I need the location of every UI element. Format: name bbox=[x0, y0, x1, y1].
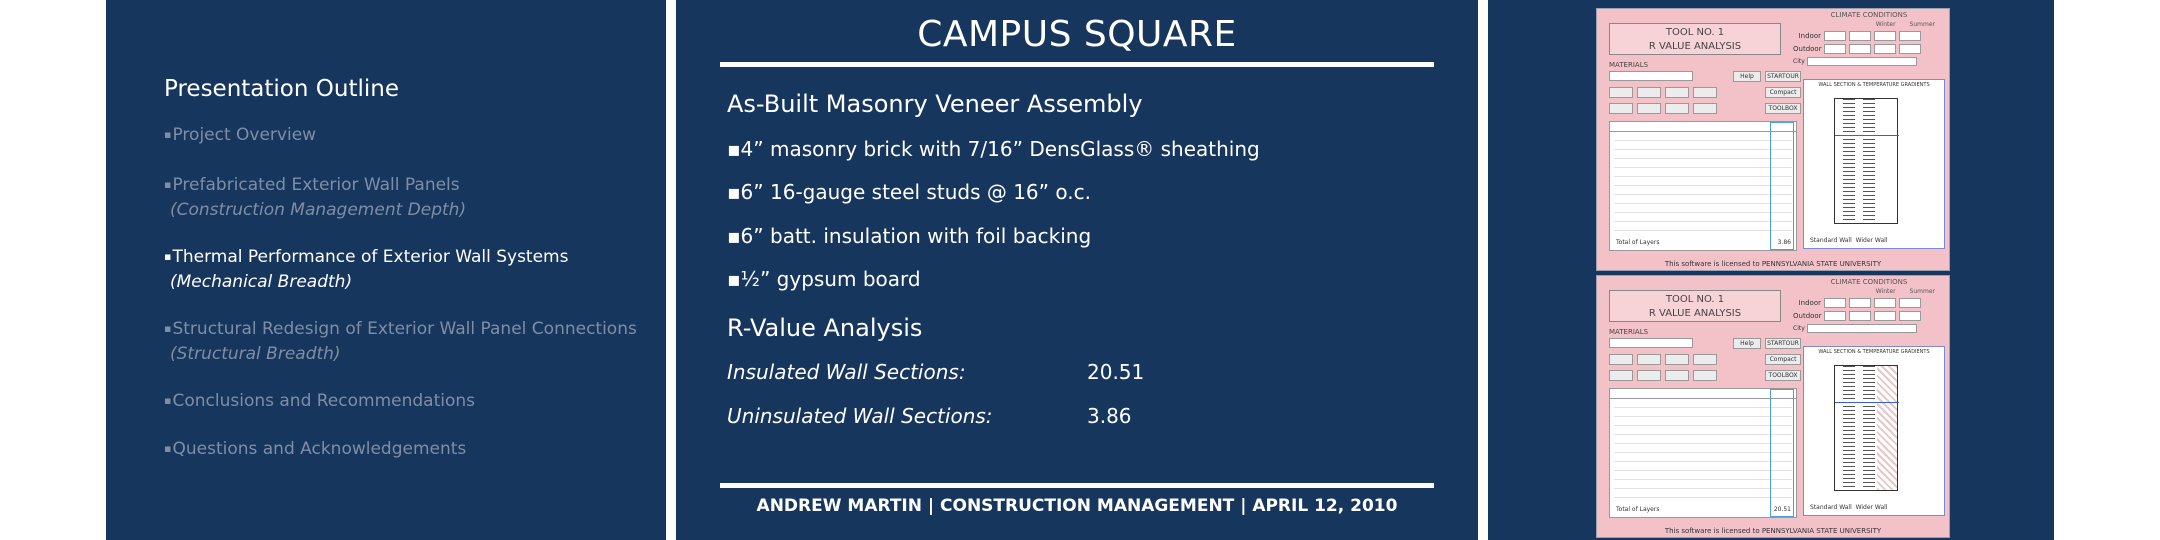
outdoor-label: Outdoor bbox=[1793, 312, 1822, 320]
title-divider bbox=[720, 62, 1434, 67]
tool-button[interactable] bbox=[1693, 354, 1717, 365]
tool-button[interactable] bbox=[1665, 370, 1689, 381]
outline-item-sublabel: (Construction Management Depth) bbox=[170, 200, 467, 220]
materials-label: MATERIALS bbox=[1609, 61, 1649, 69]
outdoor-label: Outdoor bbox=[1793, 45, 1822, 53]
climate-field[interactable] bbox=[1824, 298, 1846, 308]
assembly-bullet: ▪6” 16-gauge steel studs @ 16” o.c. bbox=[727, 180, 1091, 204]
outline-item-prefab-panels[interactable] bbox=[164, 172, 466, 223]
total-value: 20.51 bbox=[1773, 506, 1791, 513]
license-text: This software is licensed to PENNSYLVANIA STATE UNIVERSITY bbox=[1664, 527, 1882, 535]
brick-layer bbox=[1843, 366, 1855, 490]
temperature-line bbox=[1835, 402, 1899, 403]
graph-button[interactable] bbox=[1637, 370, 1661, 381]
help-button[interactable]: Help bbox=[1733, 71, 1761, 82]
slide-footer: ANDREW MARTIN | CONSTRUCTION MANAGEMENT | APRIL 12, 2010 bbox=[756, 496, 1398, 516]
climate-field[interactable] bbox=[1874, 311, 1896, 321]
footer-divider bbox=[720, 483, 1434, 488]
wider-wall-radio[interactable]: Wider Wall bbox=[1855, 237, 1888, 244]
outline-item-label: Thermal Performance of Exterior Wall Systems bbox=[172, 247, 569, 267]
climate-field[interactable] bbox=[1874, 31, 1896, 41]
tool-button[interactable] bbox=[1609, 87, 1633, 98]
rvalue-tool-screenshot-insulated bbox=[1596, 275, 1950, 538]
rvalue-label-uninsulated: Uninsulated Wall Sections: bbox=[727, 404, 993, 428]
climate-field[interactable] bbox=[1899, 298, 1921, 308]
license-text: This software is licensed to PENNSYLVANIA STATE UNIVERSITY bbox=[1664, 260, 1882, 268]
winter-label: Winter bbox=[1875, 21, 1896, 28]
bullet-icon: ▪ bbox=[164, 322, 172, 335]
assembly-bullet: ▪½” gypsum board bbox=[727, 267, 921, 291]
assembly-bullet: ▪6” batt. insulation with foil backing bbox=[727, 224, 1092, 248]
outline-title: Presentation Outline bbox=[164, 76, 399, 102]
outline-item-label: Questions and Acknowledgements bbox=[172, 439, 467, 459]
city-select[interactable] bbox=[1807, 324, 1917, 333]
wall-section-plot bbox=[1834, 98, 1898, 224]
climate-title: CLIMATE CONDITIONS bbox=[1830, 11, 1908, 19]
wider-wall-radio[interactable]: Wider Wall bbox=[1855, 504, 1888, 511]
standard-wall-radio[interactable]: Standard Wall bbox=[1810, 504, 1852, 511]
climate-field[interactable] bbox=[1874, 298, 1896, 308]
climate-field[interactable] bbox=[1899, 44, 1921, 54]
brick-layer bbox=[1843, 99, 1855, 223]
tool-button[interactable] bbox=[1665, 87, 1689, 98]
total-label: Total of Layers bbox=[1616, 239, 1660, 246]
analysis-slide bbox=[1488, 0, 2054, 540]
wall-section-graph bbox=[1803, 79, 1945, 249]
outline-item-sublabel: (Structural Breadth) bbox=[170, 344, 341, 364]
tool-title: TOOL NO. 1 bbox=[1665, 27, 1725, 38]
graph-button[interactable] bbox=[1637, 103, 1661, 114]
outline-item-thermal-performance[interactable] bbox=[164, 244, 568, 295]
tool-button[interactable] bbox=[1693, 370, 1717, 381]
tool-button[interactable] bbox=[1665, 354, 1689, 365]
total-value: 3.86 bbox=[1777, 239, 1791, 246]
bullet-icon: ▪ bbox=[164, 250, 172, 263]
bullet-icon: ▪ bbox=[164, 394, 172, 407]
tool-button[interactable] bbox=[1637, 354, 1661, 365]
bullet-icon: ▪ bbox=[164, 128, 172, 141]
material-select[interactable] bbox=[1609, 338, 1693, 348]
temperature-line bbox=[1835, 135, 1899, 136]
tool-title-box bbox=[1609, 23, 1781, 55]
rvalue-column bbox=[1770, 122, 1794, 250]
help-button[interactable]: Help bbox=[1733, 338, 1761, 349]
slide-title: CAMPUS SQUARE bbox=[917, 14, 1237, 55]
assembly-heading: As-Built Masonry Veneer Assembly bbox=[727, 90, 1143, 118]
outline-slide bbox=[106, 0, 666, 540]
rvalue-tool-screenshot-uninsulated bbox=[1596, 8, 1950, 271]
tool-button[interactable] bbox=[1637, 87, 1661, 98]
tool-subtitle: R VALUE ANALYSIS bbox=[1648, 41, 1742, 52]
tool-button[interactable] bbox=[1609, 370, 1633, 381]
outline-item-label: Structural Redesign of Exterior Wall Panel Connections bbox=[172, 319, 637, 339]
climate-title: CLIMATE CONDITIONS bbox=[1830, 278, 1908, 286]
toolbox-button[interactable]: TOOLBOX bbox=[1765, 370, 1801, 381]
climate-field[interactable] bbox=[1899, 31, 1921, 41]
graph-title: WALL SECTION & TEMPERATURE GRADIENTS bbox=[1818, 349, 1930, 355]
standard-wall-radio[interactable]: Standard Wall bbox=[1810, 237, 1852, 244]
summer-label: Summer bbox=[1909, 21, 1935, 28]
tool-subtitle: R VALUE ANALYSIS bbox=[1648, 308, 1742, 319]
city-label: City bbox=[1793, 58, 1805, 65]
indoor-label: Indoor bbox=[1798, 299, 1821, 307]
bullet-icon: ▪ bbox=[164, 178, 172, 191]
climate-field[interactable] bbox=[1824, 44, 1846, 54]
total-label: Total of Layers bbox=[1616, 506, 1660, 513]
climate-field[interactable] bbox=[1849, 311, 1871, 321]
tool-button[interactable] bbox=[1609, 103, 1633, 114]
indoor-label: Indoor bbox=[1798, 32, 1821, 40]
climate-field[interactable] bbox=[1849, 298, 1871, 308]
rvalue-insulated: 20.51 bbox=[1087, 360, 1145, 384]
climate-field[interactable] bbox=[1874, 44, 1896, 54]
compact-button[interactable]: Compact bbox=[1765, 87, 1801, 98]
materials-label: MATERIALS bbox=[1609, 328, 1649, 336]
startour-button[interactable]: STARTOUR bbox=[1765, 71, 1801, 82]
climate-field[interactable] bbox=[1849, 31, 1871, 41]
outline-item-conclusions[interactable] bbox=[164, 388, 475, 414]
outline-item-sublabel: (Mechanical Breadth) bbox=[170, 272, 353, 292]
insulation-layer bbox=[1877, 366, 1897, 490]
toolbox-button[interactable]: TOOLBOX bbox=[1765, 103, 1801, 114]
wall-section-graph bbox=[1803, 346, 1945, 516]
tool-button[interactable] bbox=[1693, 103, 1717, 114]
outline-item-label: Conclusions and Recommendations bbox=[172, 391, 475, 411]
rvalue-heading: R-Value Analysis bbox=[727, 314, 923, 342]
stud-layer bbox=[1863, 99, 1875, 223]
graph-title: WALL SECTION & TEMPERATURE GRADIENTS bbox=[1818, 82, 1930, 88]
layer-table bbox=[1609, 388, 1797, 518]
summer-label: Summer bbox=[1909, 288, 1935, 295]
outline-item-project-overview[interactable] bbox=[164, 122, 316, 148]
tool-button[interactable] bbox=[1609, 354, 1633, 365]
material-select[interactable] bbox=[1609, 71, 1693, 81]
tool-button[interactable] bbox=[1665, 103, 1689, 114]
winter-label: Winter bbox=[1875, 288, 1896, 295]
outline-item-label: Prefabricated Exterior Wall Panels bbox=[172, 175, 460, 195]
outline-item-label: Project Overview bbox=[172, 125, 317, 145]
climate-field[interactable] bbox=[1824, 311, 1846, 321]
compact-button[interactable]: Compact bbox=[1765, 354, 1801, 365]
climate-conditions bbox=[1793, 278, 1945, 344]
outline-item-structural-redesign[interactable] bbox=[164, 316, 637, 367]
rvalue-label-insulated: Insulated Wall Sections: bbox=[727, 360, 966, 384]
city-select[interactable] bbox=[1807, 57, 1917, 66]
startour-button[interactable]: STARTOUR bbox=[1765, 338, 1801, 349]
climate-conditions bbox=[1793, 11, 1945, 77]
layer-table-header bbox=[1610, 389, 1796, 399]
climate-field[interactable] bbox=[1824, 31, 1846, 41]
climate-field[interactable] bbox=[1899, 311, 1921, 321]
tool-button[interactable] bbox=[1693, 87, 1717, 98]
outline-item-questions[interactable] bbox=[164, 436, 466, 462]
rvalue-uninsulated: 3.86 bbox=[1087, 404, 1132, 428]
tool-title-box bbox=[1609, 290, 1781, 322]
tool-title: TOOL NO. 1 bbox=[1665, 294, 1725, 305]
main-slide bbox=[676, 0, 1478, 540]
city-label: City bbox=[1793, 325, 1805, 332]
assembly-bullet: ▪4” masonry brick with 7/16” DensGlass® sheathing bbox=[727, 137, 1260, 161]
climate-field[interactable] bbox=[1849, 44, 1871, 54]
wall-section-plot bbox=[1834, 365, 1898, 491]
rvalue-column bbox=[1770, 389, 1794, 517]
stud-layer bbox=[1863, 366, 1875, 490]
bullet-icon: ▪ bbox=[164, 442, 172, 455]
layer-table-header bbox=[1610, 122, 1796, 132]
layer-table bbox=[1609, 121, 1797, 251]
